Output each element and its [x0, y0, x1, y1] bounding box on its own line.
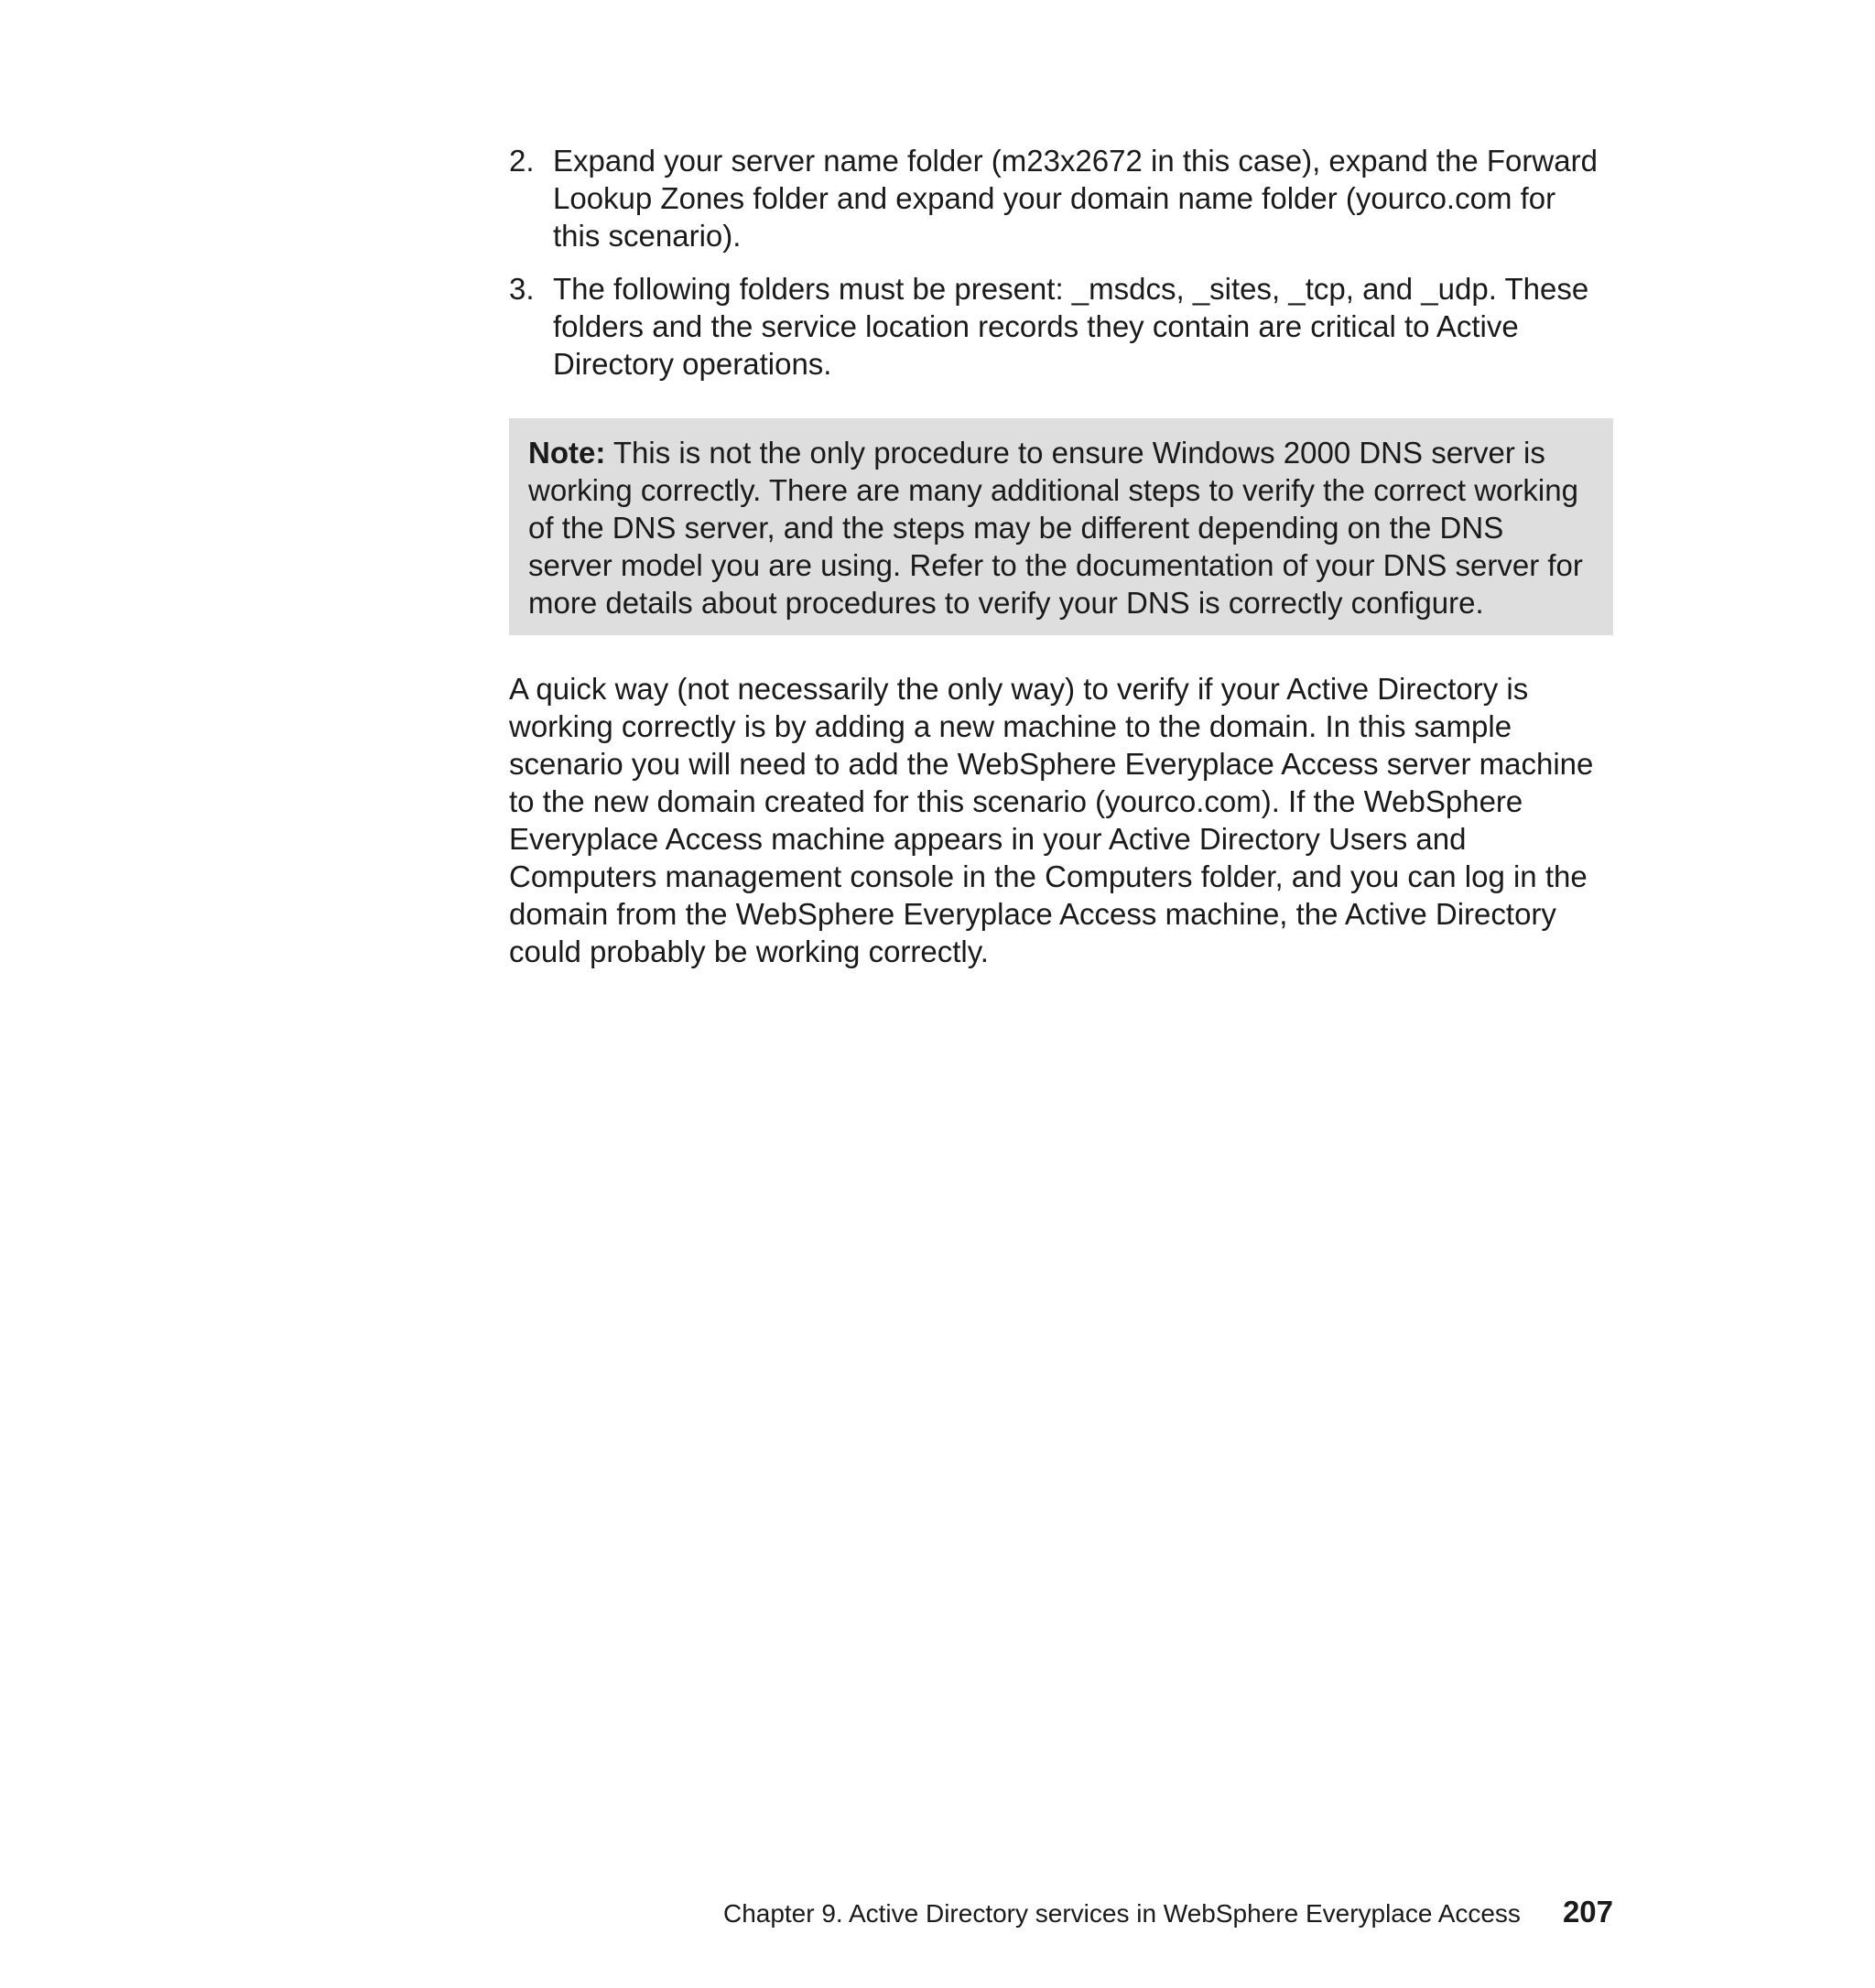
step-text: The following folders must be present: _msdcs, _sites, _tcp, and _udp. These folders and the service location records they contain are critical to Active Directory operations.: [553, 272, 1589, 381]
note-text: This is not the only procedure to ensure Windows 2000 DNS server is working correctly. There are many additional steps to verify the correct working of the DNS server, and the steps may be different depending on the DNS server model you are using. Refer to the documentation of your DNS server for more details about procedures to verify your DNS is correctly configure.: [528, 436, 1583, 620]
page-number: 207: [1562, 1895, 1613, 1929]
page-content: [509, 142, 1613, 1000]
body-paragraph: A quick way (not necessarily the only way) to verify if your Active Directory is working correctly is by adding a new machine to the domain. In this sample scenario you will need to add the WebSphere Everyplace Access server machine to the new domain created for this scenario (yourco.com). If the WebSphere Everyplace Access machine appears in your Active Directory Users and Computers management console in the Computers folder, and you can log in the domain from the WebSphere Everyplace Access machine, the Active Directory could probably be working correctly.: [509, 672, 1594, 968]
note-label: Note:: [528, 436, 606, 470]
page-footer: [509, 1895, 1613, 1929]
step-text: Expand your server name folder (m23x2672 in this case), expand the Forward Lookup Zones folder and expand your domain name folder (yourco.com for this scenario).: [553, 144, 1598, 253]
note-box: [509, 418, 1613, 635]
list-item: [509, 142, 1613, 254]
step-number: 3.: [509, 272, 535, 306]
step-number: 2.: [509, 144, 535, 178]
footer-chapter-title: Chapter 9. Active Directory services in WebSphere Everyplace Access: [722, 1899, 1521, 1928]
list-item: [509, 270, 1613, 383]
step-list: [509, 142, 1613, 383]
